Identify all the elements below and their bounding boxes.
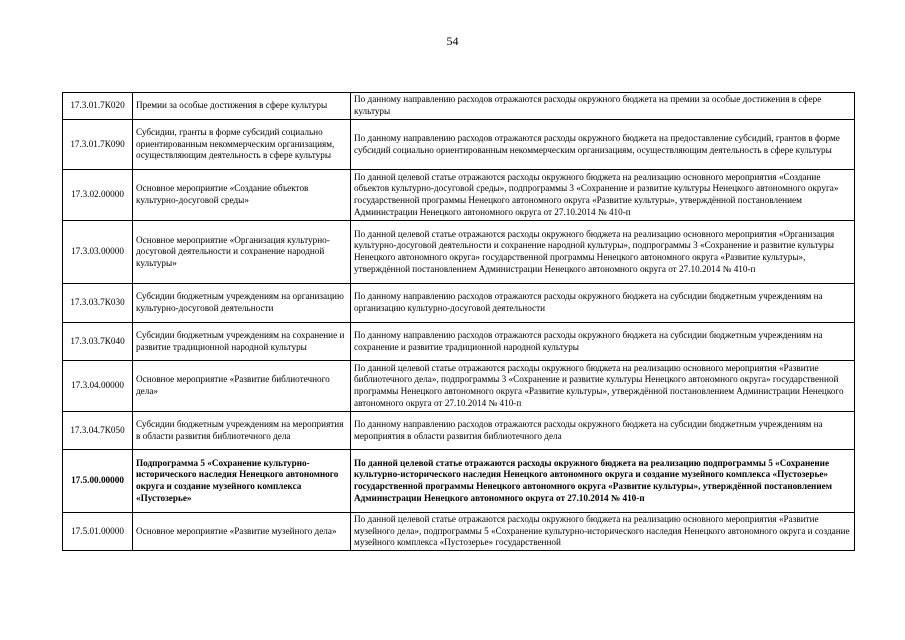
row-name: Субсидии бюджетным учреждениям на организацию культурно-досуговой деятельности [133, 284, 351, 323]
row-description: По данной целевой статье отражаются расходы окружного бюджета на реализацию основного мероприятия «Развитие библиотечного дела», подпрограммы 3 «Сохранение и развитие культуры Ненецкого автономного округа» государственной программы Ненецкого автономного округа «Развитие культуры», утверждённой постановлением Администрации Ненецкого автономного округа от 27.10.2014 № 410-п [351, 361, 855, 412]
row-code: 17.3.01.7К090 [63, 120, 133, 170]
table-body [63, 93, 855, 551]
row-name: Основное мероприятие «Развитие библиотечного дела» [133, 361, 351, 412]
page-number: 54 [446, 34, 459, 48]
row-code: 17.5.00.00000 [63, 450, 133, 513]
row-code: 17.3.04.00000 [63, 361, 133, 412]
row-code: 17.3.04.7К050 [63, 412, 133, 450]
row-description: По данной целевой статье отражаются расходы окружного бюджета на реализацию подпрограммы 5 «Сохранение культурно-исторического наследия Ненецкого автономного округа и создание музейного комплекса «Пустозерье» государственной программы Ненецкого автономного округа «Развитие культуры», утверждённой постановлением Администрации Ненецкого автономного округа от 27.10.2014 № 410-п [351, 450, 855, 513]
row-name: Основное мероприятие «Создание объектов культурно-досуговой среды» [133, 170, 351, 221]
budget-classification-table [62, 92, 855, 551]
row-description: По данной целевой статье отражаются расходы окружного бюджета на реализацию основного мероприятия «Развитие музейного дела», подпрограммы 5 «Сохранение культурно-исторического наследия Ненецкого автономного округа и создание музейного комплекса «Пустозерье» государственной [351, 513, 855, 551]
table-row [63, 513, 855, 551]
row-name: Субсидии, гранты в форме субсидий социально ориентированным некоммерческим организациям, осуществляющим деятельность в сфере культуры [133, 120, 351, 170]
table-row [63, 323, 855, 361]
table-row [63, 450, 855, 513]
table-row [63, 361, 855, 412]
row-description: По данному направлению расходов отражаются расходы окружного бюджета на субсидии бюджетным учреждениям на сохранение и развитие традиционной народной культуры [351, 323, 855, 361]
row-name: Премии за особые достижения в сфере культуры [133, 93, 351, 120]
row-name: Основное мероприятие «Организация культурно-досуговой деятельности и сохранение народной культуры» [133, 221, 351, 284]
table-row [63, 120, 855, 170]
row-code: 17.3.03.00000 [63, 221, 133, 284]
row-code: 17.3.02.00000 [63, 170, 133, 221]
table-row [63, 221, 855, 284]
row-code: 17.3.03.7К040 [63, 323, 133, 361]
row-description: По данному направлению расходов отражаются расходы окружного бюджета на субсидии бюджетным учреждениям на мероприятия в области развития библиотечного дела [351, 412, 855, 450]
table-row [63, 412, 855, 450]
row-code: 17.3.01.7К020 [63, 93, 133, 120]
row-name: Основное мероприятие «Развитие музейного дела» [133, 513, 351, 551]
row-description: По данному направлению расходов отражаются расходы окружного бюджета на предоставление субсидий, грантов в форме субсидий социально ориентированным некоммерческим организациям, осуществляющим деятельность в сфере культуры [351, 120, 855, 170]
row-name: Субсидии бюджетным учреждениям на мероприятия в области развития библиотечного дела [133, 412, 351, 450]
row-description: По данному направлению расходов отражаются расходы окружного бюджета на премии за особые достижения в сфере культуры [351, 93, 855, 120]
table-row [63, 284, 855, 323]
table-row [63, 170, 855, 221]
table-row [63, 93, 855, 120]
row-code: 17.5.01.00000 [63, 513, 133, 551]
row-name: Подпрограмма 5 «Сохранение культурно-исторического наследия Ненецкого автономного округа и создание музейного комплекса «Пустозерье» [133, 450, 351, 513]
row-description: По данному направлению расходов отражаются расходы окружного бюджета на субсидии бюджетным учреждениям на организацию культурно-досуговой деятельности [351, 284, 855, 323]
row-description: По данной целевой статье отражаются расходы окружного бюджета на реализацию основного мероприятия «Организация культурно-досуговой деятельности и сохранение народной культуры», подпрограммы 3 «Сохранение и развитие культуры Ненецкого автономного округа» государственной программы Ненецкого автономного округа «Развитие культуры», утверждённой постановлением Администрации Ненецкого автономного округа от 27.10.2014 № 410-п [351, 221, 855, 284]
row-description: По данной целевой статье отражаются расходы окружного бюджета на реализацию основного мероприятия «Создание объектов культурно-досуговой среды», подпрограммы 3 «Сохранение и развитие культуры Ненецкого автономного округа» государственной программы Ненецкого автономного округа «Развитие культуры», утверждённой постановлением Администрации Ненецкого автономного округа от 27.10.2014 № 410-п [351, 170, 855, 221]
row-code: 17.3.03.7К030 [63, 284, 133, 323]
row-name: Субсидии бюджетным учреждениям на сохранение и развитие традиционной народной культуры [133, 323, 351, 361]
